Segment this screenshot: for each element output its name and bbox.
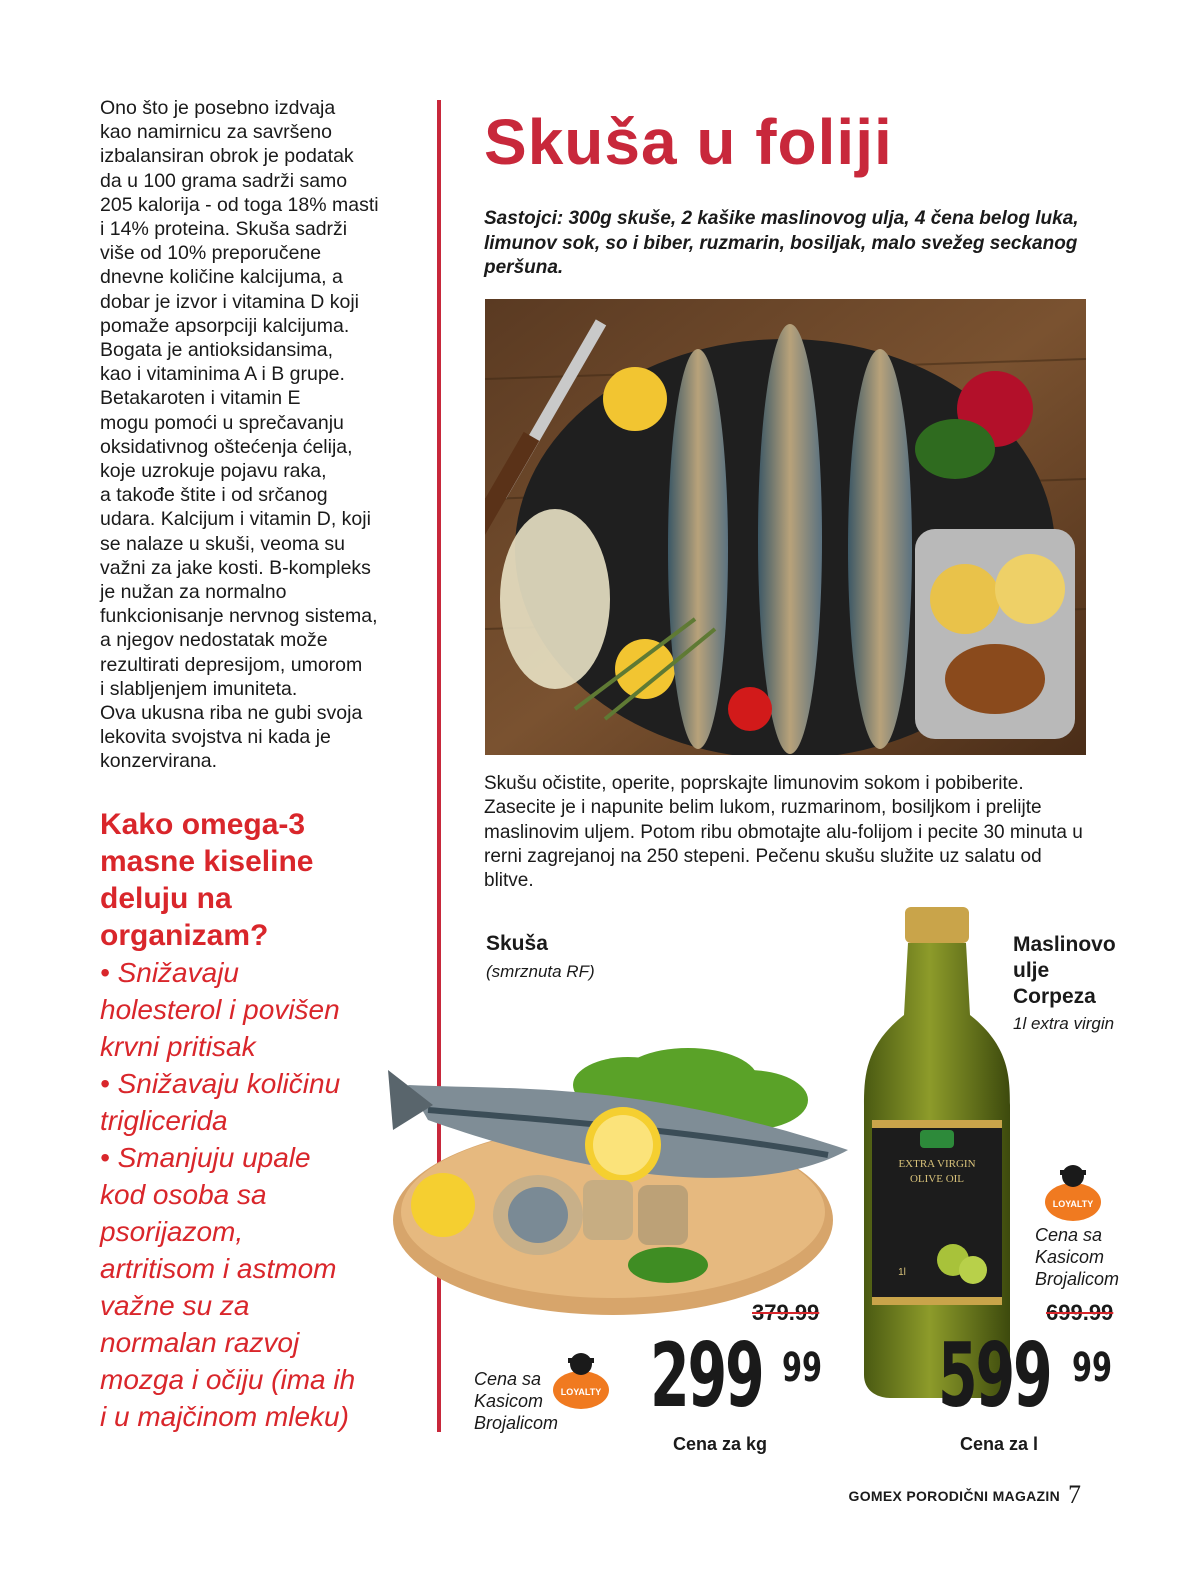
loyalty-piggy-icon bbox=[1040, 1158, 1106, 1224]
omega-list: • Snižavaju holesterol i povišen krvni pritisak • Snižavaju količinu triglicerida • Smanjuju upale kod osoba sa psorijazom, artritisom i astmom važne su za normalan razvoj mozga i očiju (ima ih i u majčinom mleku) bbox=[100, 957, 356, 1432]
loyalty-badge-label: LOYALTY bbox=[560, 1387, 602, 1397]
magazine-footer: GOMEX PORODIČNI MAGAZIN bbox=[848, 1488, 1060, 1504]
bottle-label-line1: EXTRA VIRGIN bbox=[898, 1158, 976, 1170]
product-oil-unit: Cena za l bbox=[960, 1434, 1039, 1454]
product-mackerel-name: Skuša bbox=[486, 932, 548, 955]
page-number: 7 bbox=[1068, 1480, 1081, 1509]
recipe-title: Skuša u foliji bbox=[484, 106, 893, 178]
recipe-instructions: Skušu očistite, operite, poprskajte limunovim sokom i pobiberite. Zasecite je i napunite belim lukom, ruzmarinom, bosiljkom i prelijte maslinovim uljem. Potom ribu obmotajte alu-folijom i pecite 30 minuta u rerni zagrejanoj na 250 stepeni. Pečenu skušu služite uz salatu od blitve. bbox=[484, 773, 1083, 892]
omega-heading: Kako omega-3 masne kiseline deluju na organizam? bbox=[100, 808, 314, 952]
product-oil-sub: 1l extra virgin bbox=[1013, 1014, 1115, 1033]
product-oil-price-integer: 599 bbox=[938, 1324, 1051, 1427]
product-mackerel-sub: (smrznuta RF) bbox=[486, 962, 595, 981]
bottle-volume-label: 1l bbox=[898, 1267, 906, 1278]
mackerel-product-image bbox=[388, 1030, 858, 1320]
product-mackerel-loyalty-note: Cena sa Kasicom Brojalicom bbox=[474, 1369, 559, 1433]
loyalty-badge-label: LOYALTY bbox=[1052, 1199, 1094, 1209]
nutrition-text: Ono što je posebno izdvaja kao namirnicu za savršeno izbalansiran obrok je podatak da u 100 grama sadrži samo 205 kalorija - od toga 18% masti i 14% proteina. Skuša sadrži više od 10% preporučene dnevne količine kalcijuma, a dobar je izvor i vitamina D koji pomaže apsorpciji kalcijuma. Bogata je antioksidansima, kao i vitaminima A i B grupe. Betakaroten i vitamin E mogu pomoći u sprečavanju oksidativnog oštećenja ćelija, koje uzrokuje pojavu raka, a takođe štite i od srčanog udara. Kalcijum i vitamin D, koji se nalaze u skuši, veoma su važni za jake kosti. B-kompleks je nužan za normalno funkcionisanje nervnog sistema, a njegov nedostatak može rezultirati depresijom, umorom i slabljenjem imuniteta. Ova ukusna riba ne gubi svoja lekovita svojstva ni kada je konzervirana. bbox=[100, 97, 379, 773]
bottle-label-line2: OLIVE OIL bbox=[909, 1173, 965, 1185]
grilled-mackerel-image bbox=[485, 299, 1086, 755]
product-oil-name: Maslinovo ulje Corpeza bbox=[1013, 933, 1116, 1008]
product-mackerel-unit: Cena za kg bbox=[673, 1434, 768, 1454]
product-oil-loyalty-note: Cena sa Kasicom Brojalicom bbox=[1035, 1225, 1120, 1289]
product-mackerel-price-integer: 299 bbox=[650, 1324, 763, 1427]
product-mackerel-price-decimal: 99 bbox=[782, 1345, 823, 1391]
loyalty-piggy-icon bbox=[548, 1346, 614, 1412]
recipe-photo bbox=[485, 299, 1086, 755]
recipe-ingredients: Sastojci: 300g skuše, 2 kašike maslinovog ulja, 4 čena belog luka, limunov sok, so i biber, ruzmarin, bosiljak, malo svežeg seckanog peršuna. bbox=[484, 208, 1079, 278]
product-mackerel-old-price: 379.99 bbox=[752, 1300, 820, 1325]
product-oil-old-price: 699.99 bbox=[1046, 1300, 1114, 1325]
product-oil-price-decimal: 99 bbox=[1072, 1345, 1113, 1391]
nutrition-article bbox=[100, 96, 420, 774]
